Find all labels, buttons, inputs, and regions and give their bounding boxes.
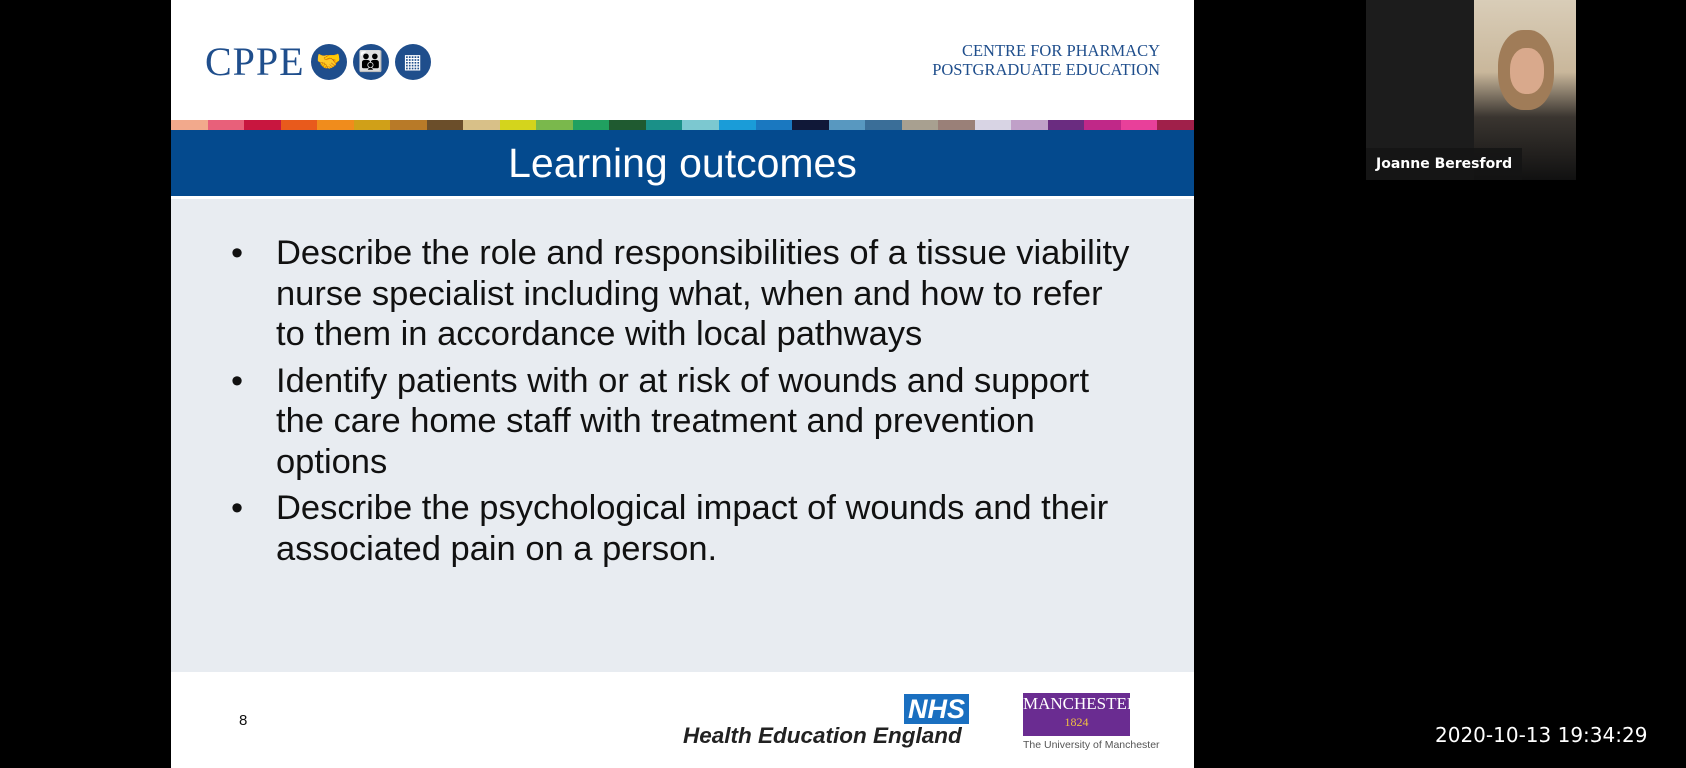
manchester-logo-text: MANCHESTER	[1023, 694, 1139, 713]
manchester-subtitle: The University of Manchester	[1023, 739, 1160, 751]
handshake-icon: 🤝	[311, 44, 347, 80]
stripe-segment	[1084, 120, 1121, 130]
stripe-segment	[536, 120, 573, 130]
list-item	[231, 233, 1131, 355]
stripe-segment	[573, 120, 610, 130]
bullet-text: Identify patients with or at risk of wounds and support the care home staff with treatment and prevention options	[276, 361, 1090, 481]
bullet-text: Describe the role and responsibilities of a tissue viability nurse specialist including what, when and how to refer to them in accordance with local pathways	[276, 234, 1130, 353]
stripe-segment	[390, 120, 427, 130]
stripe-segment	[500, 120, 537, 130]
learning-outcomes-list	[231, 233, 1131, 575]
stripe-segment	[719, 120, 756, 130]
stripe-segment	[244, 120, 281, 130]
bullet-text: Describe the psychological impact of wounds and their associated pain on a person.	[276, 489, 1109, 568]
stripe-segment	[1157, 120, 1194, 130]
presentation-slide	[171, 0, 1194, 768]
bullet: •	[231, 361, 244, 400]
cppe-logo-text: CPPE	[205, 39, 305, 84]
org-name-line1: CENTRE FOR PHARMACY	[961, 41, 1160, 60]
list-item	[231, 488, 1131, 569]
cppe-logo	[205, 38, 431, 85]
stripe-segment	[463, 120, 500, 130]
stripe-segment	[1011, 120, 1048, 130]
timestamp: 2020-10-13 19:34:29	[1435, 723, 1648, 747]
stripe-segment	[171, 120, 208, 130]
slide-title: Learning outcomes	[171, 130, 1194, 196]
stripe-segment	[792, 120, 829, 130]
page-number: 8	[239, 712, 248, 729]
bullet: •	[231, 489, 244, 527]
slide-body	[171, 199, 1194, 672]
stripe-segment	[317, 120, 354, 130]
stripe-segment	[609, 120, 646, 130]
list-item	[231, 361, 1131, 483]
shelves-icon: ▦	[395, 44, 431, 80]
stripe-segment	[354, 120, 391, 130]
stripe-segment	[902, 120, 939, 130]
stripe-segment	[646, 120, 683, 130]
nhs-logo: NHS	[904, 694, 969, 724]
hee-logo-text: Health Education England	[683, 723, 962, 748]
org-name	[932, 41, 1160, 79]
stripe-segment	[281, 120, 318, 130]
org-name-line2: POSTGRADUATE EDUCATION	[932, 60, 1160, 79]
stripe-segment	[975, 120, 1012, 130]
participant-video-tile[interactable]	[1366, 0, 1576, 180]
participant-name: Joanne Beresford	[1366, 148, 1522, 180]
stripe-segment	[208, 120, 245, 130]
color-stripe	[171, 120, 1194, 130]
manchester-year: 1824	[1064, 715, 1089, 729]
stripe-segment	[427, 120, 464, 130]
manchester-logo	[1023, 693, 1139, 736]
stripe-segment	[1121, 120, 1158, 130]
participant-face	[1510, 48, 1544, 94]
stripe-segment	[1048, 120, 1085, 130]
bullet: •	[231, 234, 244, 272]
stripe-segment	[829, 120, 866, 130]
stripe-segment	[682, 120, 719, 130]
stripe-segment	[756, 120, 793, 130]
stripe-segment	[865, 120, 902, 130]
stripe-segment	[938, 120, 975, 130]
family-icon: 👪	[353, 44, 389, 80]
